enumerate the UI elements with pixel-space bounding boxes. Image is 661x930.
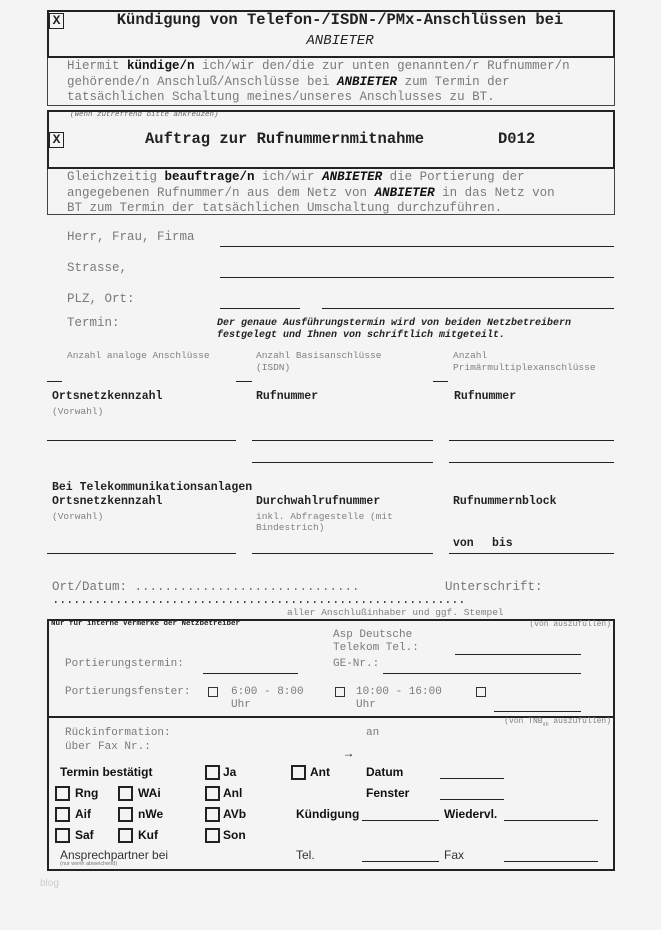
termin-text-1: Der genaue Ausführungstermin wird von beiden Netzbetreibern	[217, 318, 572, 329]
block-von: von	[453, 537, 474, 550]
slot3-field[interactable]	[494, 711, 581, 712]
slot3-checkbox[interactable]	[476, 687, 486, 697]
ortsnetz-field[interactable]	[47, 440, 236, 441]
ja-checkbox[interactable]	[205, 765, 220, 780]
durchwahl-field[interactable]	[252, 553, 433, 554]
slot1-uhr: Uhr	[231, 699, 251, 711]
vorwahl-label: (Vorwahl)	[52, 406, 104, 417]
city-field[interactable]	[322, 308, 614, 309]
paragraph-segment: tatsächlichen Schaltung meines/unseres Anschlusses zu BT.	[67, 90, 495, 104]
ge-nr-field[interactable]	[383, 673, 581, 674]
ant-checkbox[interactable]	[291, 765, 306, 780]
nwe-checkbox[interactable]	[118, 807, 133, 822]
ansprech-note: (nur wenn abweichend)	[60, 861, 118, 867]
kuf-checkbox[interactable]	[118, 828, 133, 843]
tk-ortsnetz-field[interactable]	[47, 553, 236, 554]
saf-label: Saf	[75, 828, 94, 842]
block-field[interactable]	[449, 553, 614, 554]
paragraph-segment: ich/wir	[254, 170, 323, 184]
internal-fill-note: (von auszufüllen)	[529, 620, 611, 629]
slot2-uhr: Uhr	[356, 699, 376, 711]
kuendigung-label: Kündigung	[296, 807, 360, 821]
datum-field[interactable]	[440, 778, 504, 779]
slot2-label: 10:00 - 16:00	[356, 686, 442, 698]
tel-field[interactable]	[362, 861, 439, 862]
avb-label: AVb	[223, 807, 247, 821]
watermark: blog	[40, 878, 59, 889]
rng-label: Rng	[75, 786, 99, 800]
rufnummer-field-1b[interactable]	[252, 462, 433, 463]
paragraph-segment: in das Netz von	[434, 185, 555, 200]
primar-count-sublabel: Primärmultiplexanschlüsse	[453, 362, 596, 373]
analog-count-field[interactable]	[47, 381, 62, 382]
name-label: Herr, Frau, Firma	[67, 230, 195, 244]
rufnummer-label-2: Rufnummer	[454, 390, 517, 403]
paragraph-line	[67, 76, 510, 89]
durchwahl-note-1: inkl. Abfragestelle (mit	[256, 511, 393, 522]
signature-note: aller Anschlußinhaber und ggf. Stempel	[287, 607, 504, 618]
paragraph-segment: Hiermit	[67, 59, 128, 73]
paragraph-segment: Gleichzeitig	[67, 170, 165, 184]
porting-code: D012	[498, 130, 536, 148]
porting-title: Auftrag zur Rufnummernmitnahme	[145, 130, 425, 148]
paragraph-segment: ANBIETER	[374, 185, 435, 200]
signature-dots[interactable]: ...........................................................	[52, 593, 466, 607]
tk-vorwahl-label: (Vorwahl)	[52, 511, 104, 522]
asp-field[interactable]	[455, 654, 581, 655]
paragraph-segment: ANBIETER	[337, 74, 398, 89]
paragraph-line	[67, 187, 555, 200]
zip-field[interactable]	[220, 308, 300, 309]
tnb-note-b: auszufüllen)	[548, 717, 611, 726]
avb-checkbox[interactable]	[205, 807, 220, 822]
wiedervl-label: Wiedervl.	[444, 807, 498, 821]
rufnummer-field-2b[interactable]	[449, 462, 614, 463]
wiedervl-field[interactable]	[504, 820, 598, 821]
paragraph-line	[67, 171, 525, 184]
son-checkbox[interactable]	[205, 828, 220, 843]
fax-nr-label: über Fax Nr.:	[65, 741, 151, 753]
basis-count-field[interactable]	[236, 381, 252, 382]
internal-heading: Nur für interne Vermerke der Netzbetreiber	[51, 620, 241, 628]
fenster-field[interactable]	[440, 799, 504, 800]
tel-label: Tel.	[296, 848, 315, 862]
durchwahl-note-2: Bindestrich)	[256, 522, 325, 533]
tnb-note-sub: ab	[542, 721, 549, 728]
wai-label: WAi	[138, 786, 161, 800]
paragraph-segment: gehörende/n Anschluß/Anschlüsse bei	[67, 74, 338, 89]
nwe-label: nWe	[138, 807, 164, 821]
fenster-label: Fenster	[366, 786, 410, 800]
termin-bestaetigt-label: Termin bestätigt	[60, 765, 153, 779]
anl-label: Anl	[223, 786, 243, 800]
paragraph-segment: angegebenen Rufnummer/n aus dem Netz von	[67, 185, 375, 200]
rufnummer-field-2a[interactable]	[449, 440, 614, 441]
name-field[interactable]	[220, 246, 614, 247]
kuf-label: Kuf	[138, 828, 158, 842]
portierungsfenster-label: Portierungsfenster:	[65, 686, 191, 698]
ant-label: Ant	[310, 765, 330, 779]
durchwahl-label: Durchwahlrufnummer	[256, 495, 381, 508]
street-label: Strasse,	[67, 261, 128, 275]
rufnummer-field-1a[interactable]	[252, 440, 433, 441]
wai-checkbox[interactable]	[118, 786, 133, 801]
paragraph-line	[67, 60, 570, 73]
slot1-label: 6:00 - 8:00	[231, 686, 304, 698]
saf-checkbox[interactable]	[55, 828, 70, 843]
ge-nr-label: GE-Nr.:	[333, 658, 380, 670]
kuendigung-field[interactable]	[362, 820, 439, 821]
tnb-fill-note	[504, 718, 611, 728]
tk-ortsnetz-label: Ortsnetzkennzahl	[52, 495, 163, 508]
primar-count-field[interactable]	[433, 381, 448, 382]
datum-label: Datum	[366, 765, 404, 779]
paragraph-segment: zum Termin der	[397, 74, 510, 89]
paragraph-line	[67, 91, 495, 104]
cancellation-checkbox[interactable]: X	[49, 13, 64, 29]
analog-count-label: Anzahl analoge Anschlüsse	[67, 350, 210, 361]
cancellation-subtitle: ANBIETER	[306, 33, 374, 49]
aif-label: Aif	[75, 807, 91, 821]
basis-count-sublabel: (ISDN)	[256, 362, 291, 373]
ja-label: Ja	[223, 765, 237, 779]
son-label: Son	[223, 828, 246, 842]
ortsnetz-label: Ortsnetzkennzahl	[52, 390, 163, 403]
asp-label-2: Telekom Tel.:	[333, 642, 419, 654]
unterschrift-label: Unterschrift:	[445, 580, 543, 594]
portierungstermin-field[interactable]	[203, 673, 298, 674]
paragraph-segment: beauftrage/n	[164, 170, 255, 184]
cancellation-title: Kündigung von Telefon-/ISDN-/PMx-Anschlüssen bei	[116, 11, 564, 29]
slot2-checkbox[interactable]	[335, 687, 345, 697]
basis-count-label: Anzahl Basisanschlüsse	[256, 350, 382, 361]
block-label: Rufnummernblock	[453, 495, 557, 508]
tk-heading: Bei Telekommunikationsanlagen	[52, 481, 253, 494]
anl-checkbox[interactable]	[205, 786, 220, 801]
portierungstermin-label: Portierungstermin:	[65, 658, 184, 670]
block-bis: bis	[492, 537, 513, 550]
check-note: (Wenn zutreffend bitte ankreuzen)	[70, 111, 219, 119]
rueck-label: Rückinformation:	[65, 727, 171, 739]
ort-datum-label: Ort/Datum: ..............................	[52, 580, 360, 594]
paragraph-segment: BT zum Termin der tatsächlichen Umschaltung durchzuführen.	[67, 201, 503, 215]
termin-label: Termin:	[67, 316, 120, 330]
paragraph-line	[67, 202, 502, 215]
asp-label-1: Asp Deutsche	[333, 629, 413, 641]
porting-checkbox[interactable]: X	[49, 132, 64, 148]
an-label: an	[366, 727, 380, 739]
city-label: PLZ, Ort:	[67, 292, 135, 306]
fax-field[interactable]	[504, 861, 598, 862]
rufnummer-label-1: Rufnummer	[256, 390, 319, 403]
paragraph-segment: kündige/n	[127, 59, 195, 73]
paragraph-segment: die Portierung der	[382, 170, 525, 184]
arrow-icon: →	[345, 747, 353, 761]
fax-label: Fax	[444, 848, 465, 862]
ansprech-label: Ansprechpartner bei	[60, 848, 169, 862]
aif-checkbox[interactable]	[55, 807, 70, 822]
paragraph-segment: ich/wir den/die zur unten genannten/r Rufnummer/n	[194, 59, 570, 73]
termin-text-2: festgelegt und Ihnen von schriftlich mitgeteilt.	[217, 330, 506, 341]
rng-checkbox[interactable]	[55, 786, 70, 801]
paragraph-segment: ANBIETER	[322, 170, 383, 184]
primar-count-label: Anzahl	[453, 350, 488, 361]
street-field[interactable]	[220, 277, 614, 278]
slot1-checkbox[interactable]	[208, 687, 218, 697]
tnb-note-a: (von TNB	[504, 717, 543, 726]
